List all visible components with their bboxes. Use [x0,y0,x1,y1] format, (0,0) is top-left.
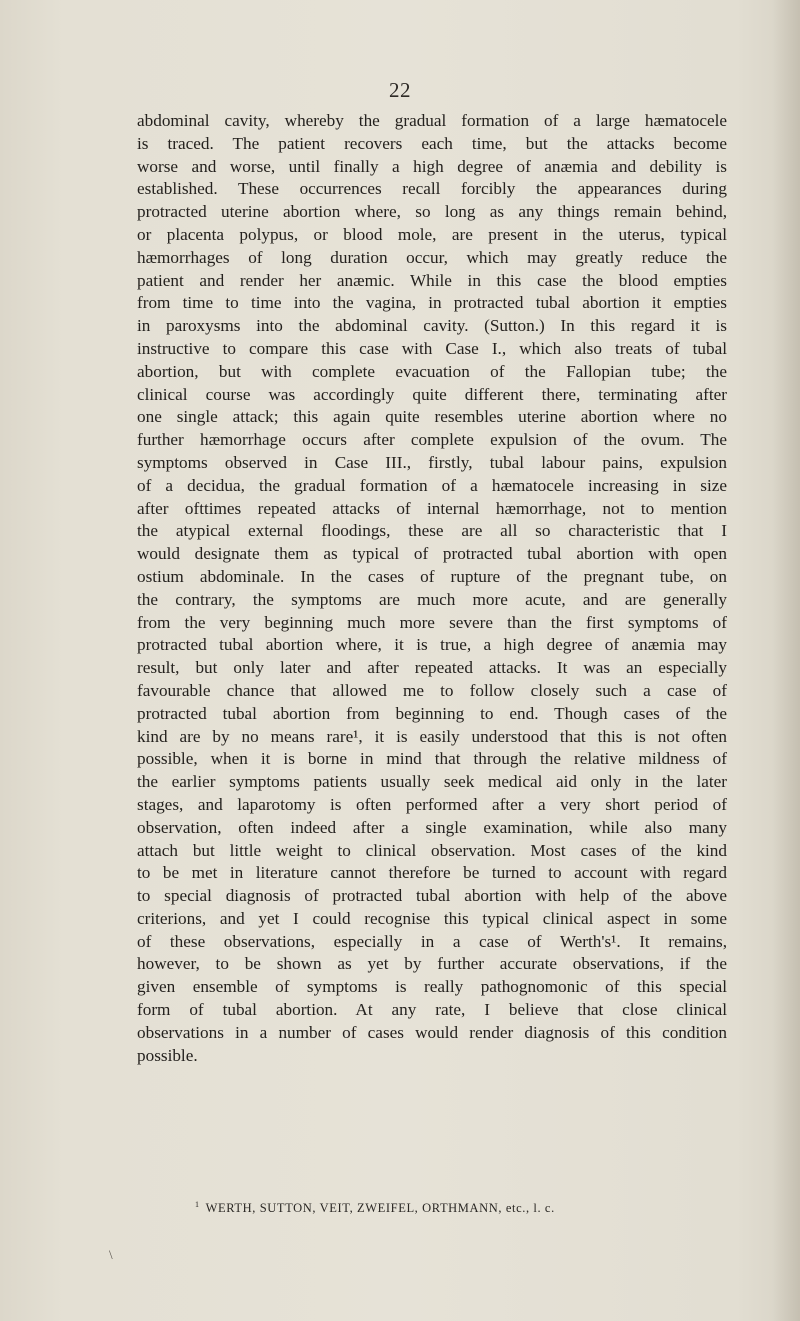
text-line: of these observations, especially in a case of Werth's¹. It remains, [137,931,727,951]
text-line: criterions, and yet I could recognise this typical clinical aspect in some [137,908,727,928]
text-line: further hæmorrhage occurs after complete expulsion of the ovum. The [137,430,727,450]
text-line: the earlier symptoms patients usually seek medical aid only in the later [137,772,727,792]
text-line: the contrary, the symptoms are much more acute, and are generally [137,589,727,609]
text-line: to special diagnosis of protracted tubal abortion with help of the above [137,886,727,906]
text-line: result, but only later and after repeated attacks. It was an especially [137,658,727,678]
text-line: clinical course was accordingly quite different there, terminating after [137,384,727,404]
text-line: protracted uterine abortion where, so long as any things remain behind, [137,202,727,222]
text-line: to be met in literature cannot therefore be turned to account with regard [137,863,727,883]
text-line: however, to be shown as yet by further accurate observations, if the [137,954,727,974]
text-line: from the very beginning much more severe than the first symptoms of [137,612,727,632]
text-line: attach but little weight to clinical observation. Most cases of the kind [137,840,727,860]
text-line: in paroxysms into the abdominal cavity. (Sutton.) In this regard it is [137,316,727,336]
text-line: worse and worse, until finally a high degree of anæmia and debility is [137,156,727,176]
body-paragraph [137,110,727,1067]
text-line: given ensemble of symptoms is really pathognomonic of this special [137,977,727,997]
text-line: form of tubal abortion. At any rate, I believe that close clinical [137,1000,727,1020]
text-line: protracted tubal abortion where, it is true, a high degree of anæmia may [137,635,727,655]
text-line: established. These occurrences recall forcibly the appearances during [137,179,727,199]
text-line: is traced. The patient recovers each time, but the attacks become [137,133,727,153]
text-line: would designate them as typical of protracted tubal abortion with open [137,544,727,564]
text-line: kind are by no means rare¹, it is easily understood that this is not often [137,726,727,746]
page-edge-shadow [772,0,800,1321]
text-line: one single attack; this again quite resembles uterine abortion where no [137,407,727,427]
text-line: patient and render her anæmic. While in this case the blood empties [137,270,727,290]
text-line: observation, often indeed after a single examination, while also many [137,817,727,837]
text-line: or placenta polypus, or blood mole, are present in the uterus, typical [137,224,727,244]
text-line: abortion, but with complete evacuation of the Fallopian tube; the [137,361,727,381]
text-line: after ofttimes repeated attacks of internal hæmorrhage, not to mention [137,498,727,518]
text-line: favourable chance that allowed me to follow closely such a case of [137,680,727,700]
text-line: symptoms observed in Case III., firstly, tubal labour pains, expulsion [137,452,727,472]
text-line: of a decidua, the gradual formation of a hæmatocele increasing in size [137,475,727,495]
text-line: hæmorrhages of long duration occur, which may greatly reduce the [137,247,727,267]
footnote [195,1200,555,1216]
text-line: possible, when it is borne in mind that through the relative mildness of [137,749,727,769]
text-line: observations in a number of cases would render diagnosis of this condition [137,1022,727,1042]
text-line: from time to time into the vagina, in protracted tubal abortion it empties [137,293,727,313]
text-line: protracted tubal abortion from beginning to end. Though cases of the [137,703,727,723]
footnote-marker: 1 [195,1200,200,1209]
margin-mark: \ [109,1247,113,1262]
text-line: abdominal cavity, whereby the gradual formation of a large hæmatocele [137,111,727,130]
text-line: instructive to compare this case with Case I., which also treats of tubal [137,338,727,358]
text-line: possible. [137,1045,198,1065]
text-line: stages, and laparotomy is often performed after a very short period of [137,794,727,814]
footnote-text: WERTH, SUTTON, VEIT, ZWEIFEL, ORTHMANN, etc., l. c. [205,1201,555,1216]
page-number: 22 [389,78,411,102]
text-line: the atypical external floodings, these are all so characteristic that I [137,521,727,541]
text-line: ostium abdominale. In the cases of rupture of the pregnant tube, on [137,566,727,586]
